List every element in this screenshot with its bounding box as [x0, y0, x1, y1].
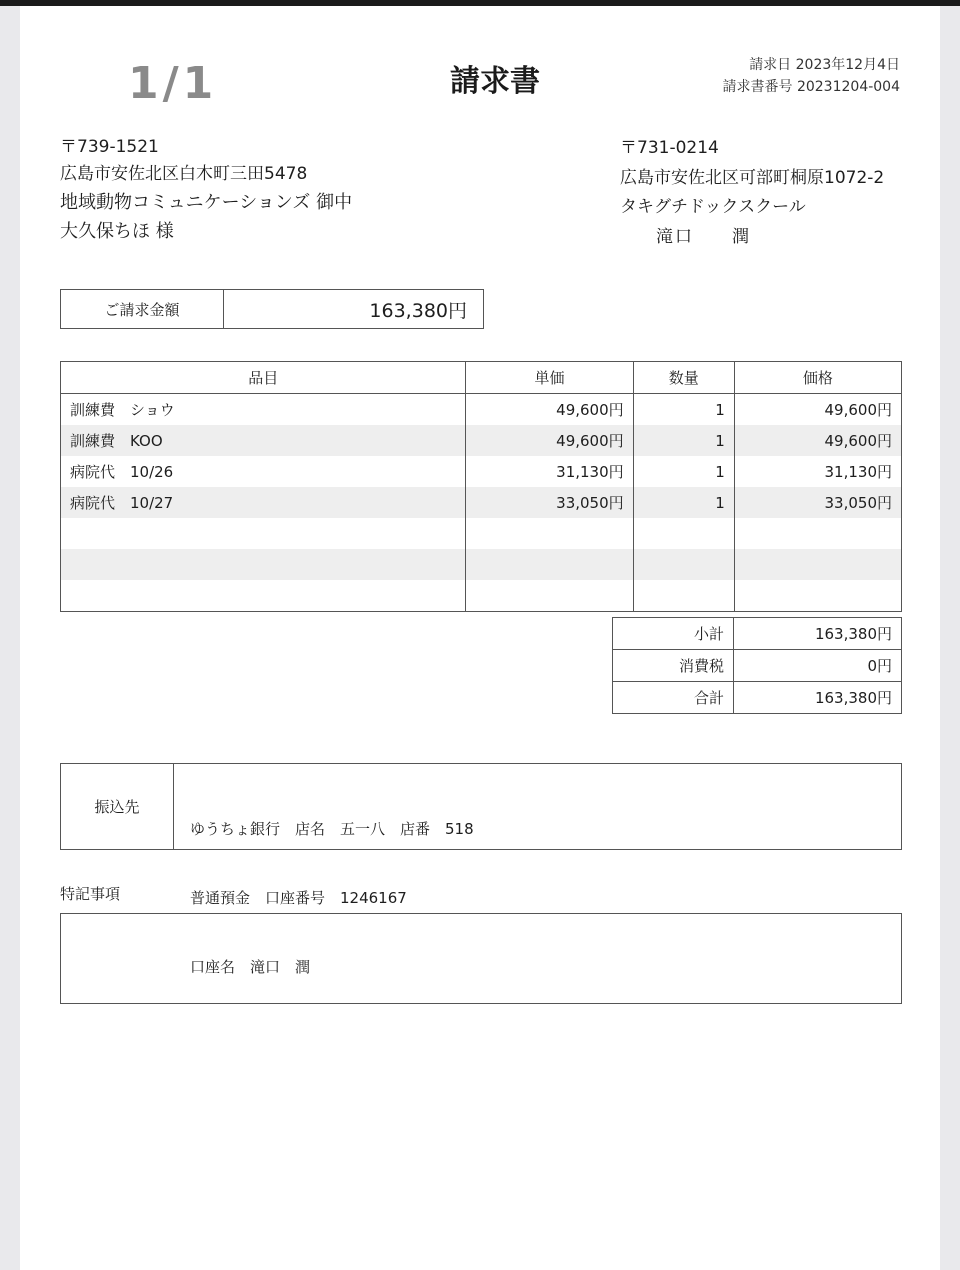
sender-name: 滝口 潤 [656, 226, 751, 247]
billing-amount-label: ご請求金額 [61, 290, 224, 328]
cell-item: 訓練費 KOO [61, 425, 466, 456]
recipient-block [60, 134, 352, 246]
subtotal-value: 163,380円 [734, 618, 902, 650]
sender-postal: 〒731-0214 [620, 138, 719, 158]
page-indicator: 1/1 [128, 58, 218, 109]
table-row [61, 425, 902, 456]
cell-item [61, 518, 466, 549]
table-row [61, 394, 902, 426]
cell-unit-price: 49,600円 [466, 425, 633, 456]
cell-quantity [633, 549, 734, 580]
document-title: 請求書 [450, 64, 540, 99]
table-row [61, 580, 902, 612]
cell-quantity [633, 518, 734, 549]
cell-quantity: 1 [633, 425, 734, 456]
sender-company: タキグチドックスクール [620, 197, 806, 217]
cell-unit-price [466, 580, 633, 612]
cell-item: 訓練費 ショウ [61, 394, 466, 426]
cell-unit-price: 31,130円 [466, 456, 633, 487]
table-row [61, 487, 902, 518]
cell-quantity: 1 [633, 394, 734, 426]
tax-label: 消費税 [613, 650, 734, 682]
cell-price: 49,600円 [734, 394, 901, 426]
sender-block [620, 134, 884, 252]
cell-price: 31,130円 [734, 456, 901, 487]
header-item: 品目 [61, 362, 466, 394]
cell-quantity: 1 [633, 487, 734, 518]
bank-details [174, 764, 474, 976]
notes-label: 特記事項 [60, 885, 121, 903]
total-value: 163,380円 [734, 682, 902, 714]
tax-value: 0円 [734, 650, 902, 682]
table-row [61, 518, 902, 549]
items-header-row [61, 362, 902, 394]
cell-quantity: 1 [633, 456, 734, 487]
recipient-company: 地域動物コミュニケーションズ 御中 [60, 192, 353, 213]
cell-quantity [633, 580, 734, 612]
invoice-meta [723, 54, 900, 98]
recipient-postal: 〒739-1521 [60, 137, 159, 157]
table-row [61, 549, 902, 580]
invoice-page [20, 6, 940, 1270]
cell-item: 病院代 10/27 [61, 487, 466, 518]
cell-unit-price: 33,050円 [466, 487, 633, 518]
header-quantity: 数量 [633, 362, 734, 394]
billing-amount-value: 163,380円 [369, 299, 467, 322]
cell-unit-price [466, 518, 633, 549]
table-row [61, 456, 902, 487]
bank-line-2: 普通預金 口座番号 1246167 [190, 889, 407, 907]
cell-unit-price: 49,600円 [466, 394, 633, 426]
bank-label: 振込先 [61, 764, 174, 849]
cell-unit-price [466, 549, 633, 580]
bank-line-3: 口座名 滝口 潤 [190, 958, 311, 976]
billing-amount-box [60, 289, 484, 329]
items-table [60, 361, 902, 612]
cell-item [61, 580, 466, 612]
subtotal-label: 小計 [613, 618, 734, 650]
cell-price [734, 580, 901, 612]
cell-price [734, 549, 901, 580]
cell-price: 49,600円 [734, 425, 901, 456]
total-row [613, 682, 902, 714]
invoice-date: 請求日 2023年12月4日 [749, 57, 900, 73]
notes-box [60, 913, 902, 1004]
header-unit-price: 単価 [466, 362, 633, 394]
header-price: 価格 [734, 362, 901, 394]
total-label: 合計 [613, 682, 734, 714]
recipient-address: 広島市安佐北区白木町三田5478 [60, 164, 308, 184]
cell-price [734, 518, 901, 549]
sender-address: 広島市安佐北区可部町桐原1072-2 [620, 167, 885, 188]
subtotal-row [613, 618, 902, 650]
totals-table [612, 617, 902, 714]
invoice-number: 請求書番号 20231204-004 [722, 79, 900, 95]
cell-price: 33,050円 [734, 487, 901, 518]
cell-item: 病院代 10/26 [61, 456, 466, 487]
cell-item [61, 549, 466, 580]
tax-row [613, 650, 902, 682]
bank-line-1: ゆうちょ銀行 店名 五一八 店番 518 [190, 820, 474, 838]
recipient-person: 大久保ちほ 様 [60, 221, 174, 242]
